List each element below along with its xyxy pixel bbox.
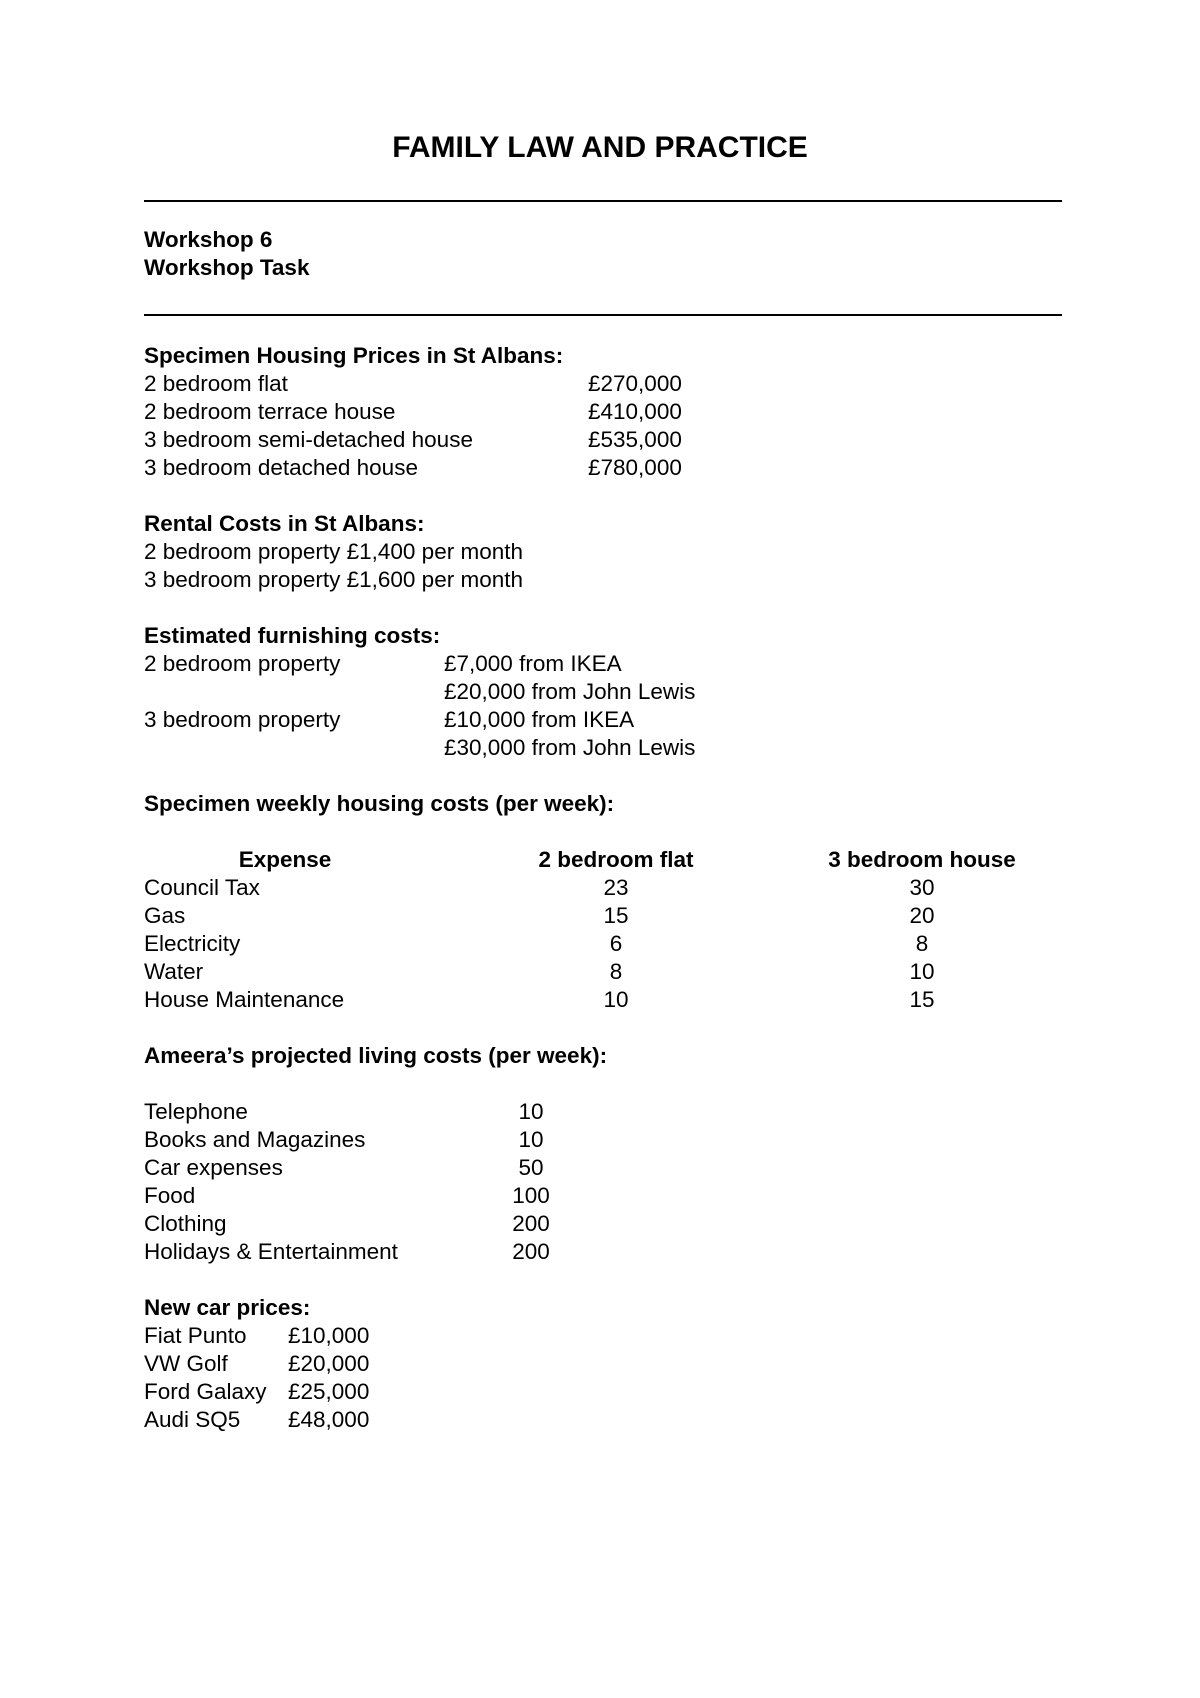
living-costs-heading: Ameera’s projected living costs (per week): [144, 1043, 608, 1068]
furnishing-option: £7,000 from IKEA [444, 651, 622, 676]
car-model: Fiat Punto [144, 1323, 247, 1348]
weekly-costs-heading: Specimen weekly housing costs (per week): [144, 791, 615, 816]
workshop-number: Workshop 6 [144, 227, 273, 252]
car-price: £20,000 [288, 1351, 370, 1376]
car-price: £48,000 [288, 1407, 370, 1432]
living-cost-label: Books and Magazines [144, 1127, 366, 1152]
house-cost-cell: 20 [909, 903, 935, 928]
furnishing-costs-section [144, 622, 1062, 762]
expense-cell: Council Tax [144, 875, 260, 900]
rental-costs-heading: Rental Costs in St Albans: [144, 511, 425, 536]
housing-price: £780,000 [588, 455, 682, 480]
weekly-costs-table [144, 846, 1062, 1014]
rental-cost-line: 3 bedroom property £1,600 per month [144, 567, 523, 592]
table-row [144, 902, 1062, 930]
workshop-task: Workshop Task [144, 255, 310, 280]
housing-price-row [144, 370, 1062, 398]
flat-cost-cell: 6 [609, 931, 623, 956]
housing-price: £410,000 [588, 399, 682, 424]
furnishing-option: £30,000 from John Lewis [444, 735, 696, 760]
furnishing-row [144, 678, 1062, 706]
car-model: VW Golf [144, 1351, 228, 1376]
list-item [144, 1238, 1062, 1266]
expense-cell: Water [144, 959, 204, 984]
top-divider [144, 200, 1062, 202]
column-header-flat: 2 bedroom flat [538, 847, 694, 872]
housing-type: 2 bedroom flat [144, 371, 288, 396]
housing-price-row [144, 426, 1062, 454]
housing-prices-heading: Specimen Housing Prices in St Albans: [144, 343, 564, 368]
car-prices-heading: New car prices: [144, 1295, 311, 1320]
living-costs-list [144, 1098, 1062, 1266]
house-cost-cell: 15 [909, 987, 935, 1012]
list-item [144, 1378, 1062, 1406]
living-cost-amount: 200 [512, 1211, 550, 1236]
flat-cost-cell: 8 [609, 959, 623, 984]
housing-prices-section [144, 342, 1062, 482]
living-cost-label: Food [144, 1183, 196, 1208]
living-cost-amount: 10 [518, 1099, 544, 1124]
flat-cost-cell: 23 [603, 875, 629, 900]
furnishing-option: £20,000 from John Lewis [444, 679, 696, 704]
living-cost-label: Car expenses [144, 1155, 283, 1180]
furnishing-row [144, 706, 1062, 734]
flat-cost-cell: 10 [603, 987, 629, 1012]
living-cost-amount: 50 [518, 1155, 544, 1180]
furnishing-property: 2 bedroom property [144, 651, 341, 676]
living-cost-label: Telephone [144, 1099, 248, 1124]
living-costs-heading-block [144, 1042, 1062, 1070]
housing-price-row [144, 398, 1062, 426]
living-cost-amount: 10 [518, 1127, 544, 1152]
document-title: FAMILY LAW AND PRACTICE [392, 131, 808, 164]
table-row [144, 874, 1062, 902]
list-item [144, 1126, 1062, 1154]
list-item [144, 1350, 1062, 1378]
housing-type: 3 bedroom semi-detached house [144, 427, 473, 452]
expense-cell: House Maintenance [144, 987, 345, 1012]
living-cost-amount: 100 [512, 1183, 550, 1208]
house-cost-cell: 10 [909, 959, 935, 984]
housing-type: 2 bedroom terrace house [144, 399, 396, 424]
car-prices-section [144, 1294, 1062, 1434]
living-cost-amount: 200 [512, 1239, 550, 1264]
flat-cost-cell: 15 [603, 903, 629, 928]
housing-price-row [144, 454, 1062, 482]
car-price: £25,000 [288, 1379, 370, 1404]
living-cost-label: Holidays & Entertainment [144, 1239, 398, 1264]
column-header-expense: Expense [238, 847, 332, 872]
car-price: £10,000 [288, 1323, 370, 1348]
weekly-costs-heading-block [144, 790, 1062, 818]
housing-type: 3 bedroom detached house [144, 455, 418, 480]
table-row [144, 958, 1062, 986]
list-item [144, 1406, 1062, 1434]
second-divider [144, 314, 1062, 316]
car-model: Audi SQ5 [144, 1407, 241, 1432]
furnishing-row [144, 650, 1062, 678]
list-item [144, 1154, 1062, 1182]
list-item [144, 1098, 1062, 1126]
rental-costs-section [144, 510, 1062, 594]
rental-cost-line: 2 bedroom property £1,400 per month [144, 539, 523, 564]
expense-cell: Gas [144, 903, 186, 928]
car-model: Ford Galaxy [144, 1379, 267, 1404]
housing-price: £270,000 [588, 371, 682, 396]
table-header-row [144, 846, 1062, 874]
furnishing-costs-heading: Estimated furnishing costs: [144, 623, 441, 648]
list-item [144, 1182, 1062, 1210]
table-row [144, 930, 1062, 958]
housing-price: £535,000 [588, 427, 682, 452]
workshop-info [144, 226, 1062, 282]
list-item [144, 1210, 1062, 1238]
living-cost-label: Clothing [144, 1211, 227, 1236]
furnishing-option: £10,000 from IKEA [444, 707, 635, 732]
furnishing-row [144, 734, 1062, 762]
column-header-house: 3 bedroom house [828, 847, 1016, 872]
table-row [144, 986, 1062, 1014]
list-item [144, 1322, 1062, 1350]
house-cost-cell: 30 [909, 875, 935, 900]
expense-cell: Electricity [144, 931, 241, 956]
furnishing-property: 3 bedroom property [144, 707, 341, 732]
house-cost-cell: 8 [915, 931, 929, 956]
